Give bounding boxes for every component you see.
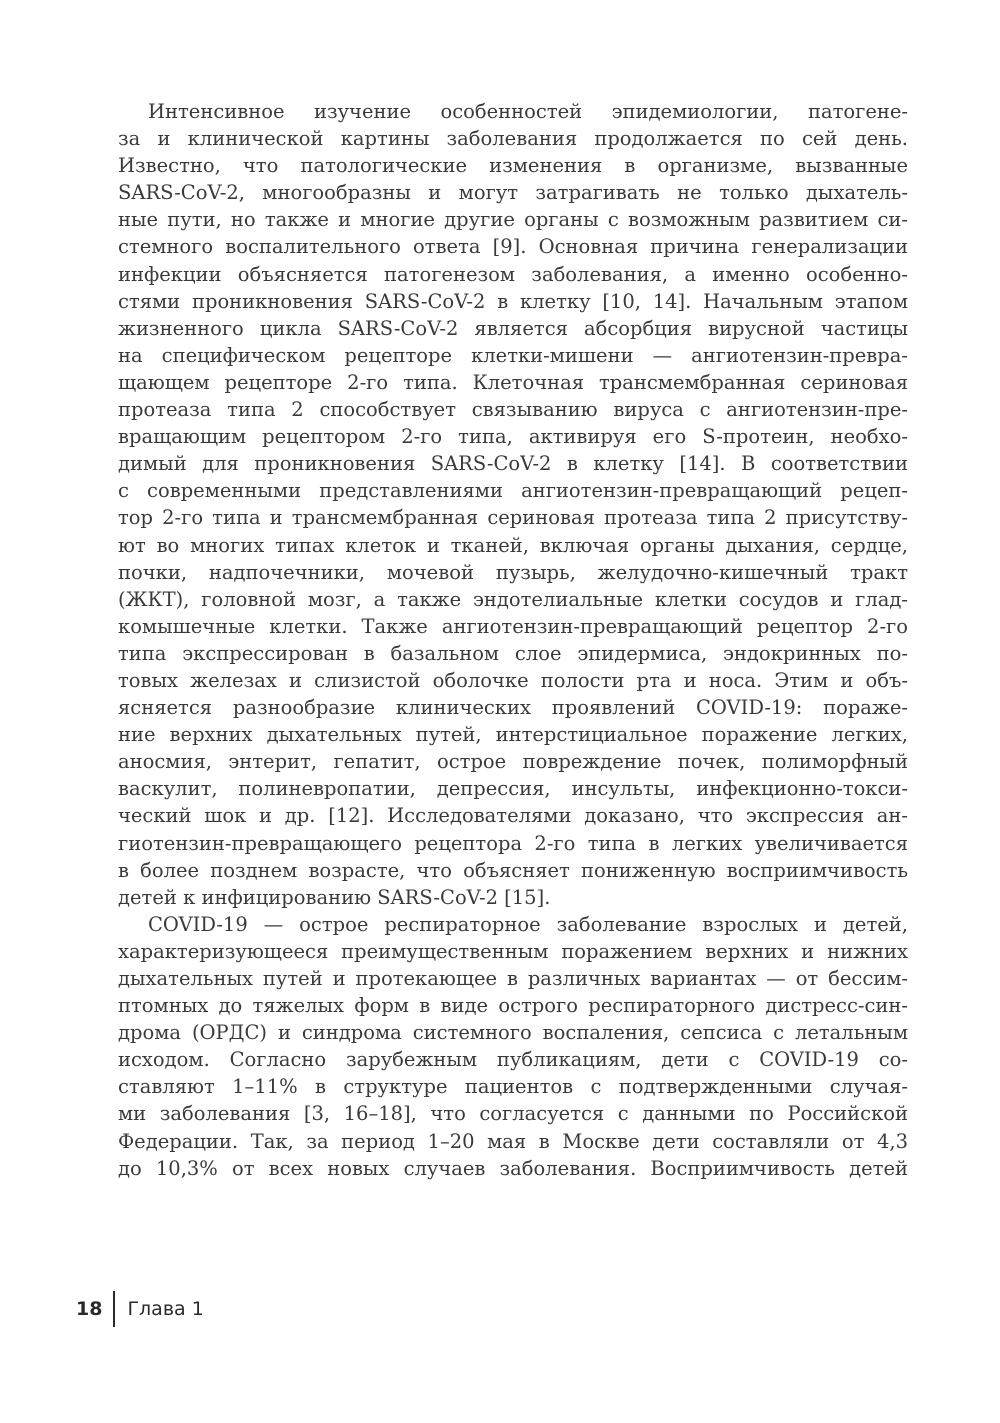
text-line: жизненного цикла SARS-CoV-2 является абсорбция вирусной частицы [118, 316, 908, 340]
text-line: ясняется разнообразие клинических проявлений COVID-19: пораже- [118, 696, 908, 720]
text-line: ческий шок и др. [12]. Исследователями доказано, что экспрессия ан- [118, 804, 908, 828]
body-text [118, 98, 908, 1182]
text-line: вращающим рецептором 2-го типа, активируя его S-протеин, необхо- [118, 425, 908, 449]
text-line: инфекции объясняется патогенезом заболевания, а именно особенно- [118, 262, 908, 286]
text-line: (ЖКТ), головной мозг, а также эндотелиальные клетки сосудов и глад- [118, 587, 908, 611]
text-line: COVID-19 — острое респираторное заболевание взрослых и детей, [148, 912, 908, 936]
text-line: васкулит, полиневропатии, депрессия, инсульты, инфекционно-токси- [118, 777, 908, 801]
text-line: товых железах и слизистой оболочке полости рта и носа. Этим и объ- [118, 668, 908, 692]
text-line: характеризующееся преимущественным поражением верхних и нижних [118, 939, 908, 963]
text-line: ные пути, но также и многие другие органы с возможным развитием си- [118, 208, 908, 232]
text-line: ставляют 1–11% в структуре пациентов с подтвержденными случая- [118, 1075, 908, 1099]
text-line: ми заболевания [3, 16–18], что согласуется с данными по Российской [118, 1102, 908, 1126]
text-line: почки, надпочечники, мочевой пузырь, желудочно-кишечный тракт [118, 560, 908, 584]
chapter-label: Глава 1 [127, 1298, 204, 1320]
text-line: Интенсивное изучение особенностей эпидемиологии, патогене- [148, 100, 908, 123]
text-line: в более позднем возрасте, что объясняет пониженную восприимчивость [118, 858, 908, 882]
text-line: аносмия, энтерит, гепатит, острое повреждение почек, полиморфный [118, 750, 908, 774]
text-line: димый для проникновения SARS-CoV-2 в клетку [14]. В соответствии [118, 452, 908, 476]
text-line: до 10,3% от всех новых случаев заболевания. Восприимчивость детей [118, 1156, 908, 1180]
text-line: стями проникновения SARS-CoV-2 в клетку [10, 14]. Начальным этапом [118, 289, 908, 313]
page-number: 18 [76, 1298, 103, 1320]
text-line: ют во многих типах клеток и тканей, включая органы дыхания, сердце, [118, 533, 908, 557]
text-line: типа экспрессирован в базальном слое эпидермиса, эндокринных по- [118, 641, 908, 665]
text-line: ние верхних дыхательных путей, интерстициальное поражение легких, [118, 723, 908, 747]
text-line: детей к инфицированию SARS-CoV-2 [15]. [118, 885, 551, 909]
page-footer [76, 1289, 204, 1329]
text-line: стемного воспалительного ответа [9]. Основная причина генерализации [118, 235, 908, 259]
text-line: за и клинической картины заболевания продолжается по сей день. [118, 127, 908, 151]
text-line: птомных до тяжелых форм в виде острого респираторного дистресс-син- [118, 994, 908, 1018]
text-line: SARS-CoV-2, многообразны и могут затрагивать не только дыхатель- [118, 181, 908, 205]
text-line: протеаза типа 2 способствует связыванию вируса с ангиотензин-пре- [118, 398, 908, 422]
text-line: дыхательных путей и протекающее в различных вариантах — от бессим- [118, 967, 908, 990]
text-line: с современными представлениями ангиотензин-превращающий рецеп- [118, 479, 908, 503]
text-line: Известно, что патологические изменения в организме, вызванные [118, 154, 908, 178]
text-line: щающем рецепторе 2-го типа. Клеточная трансмембранная сериновая [118, 370, 908, 394]
text-line: Федерации. Так, за период 1–20 мая в Москве дети составляли от 4,3 [118, 1129, 908, 1153]
text-line: тор 2-го типа и трансмембранная сериновая протеаза типа 2 присутству- [118, 506, 908, 530]
text-line: на специфическом рецепторе клетки-мишени — ангиотензин-превра- [118, 343, 908, 367]
text-line: комышечные клетки. Также ангиотензин-превращающий рецептор 2-го [118, 614, 908, 638]
text-line: дрома (ОРДС) и синдрома системного воспаления, сепсиса с летальным [118, 1021, 908, 1045]
footer-divider [113, 1291, 115, 1327]
text-line: исходом. Согласно зарубежным публикациям, дети с COVID-19 со- [118, 1048, 908, 1072]
paragraph-2 [118, 911, 908, 1182]
paragraph-1 [118, 98, 908, 911]
text-line: гиотензин-превращающего рецептора 2-го типа в легких увеличивается [118, 831, 908, 855]
